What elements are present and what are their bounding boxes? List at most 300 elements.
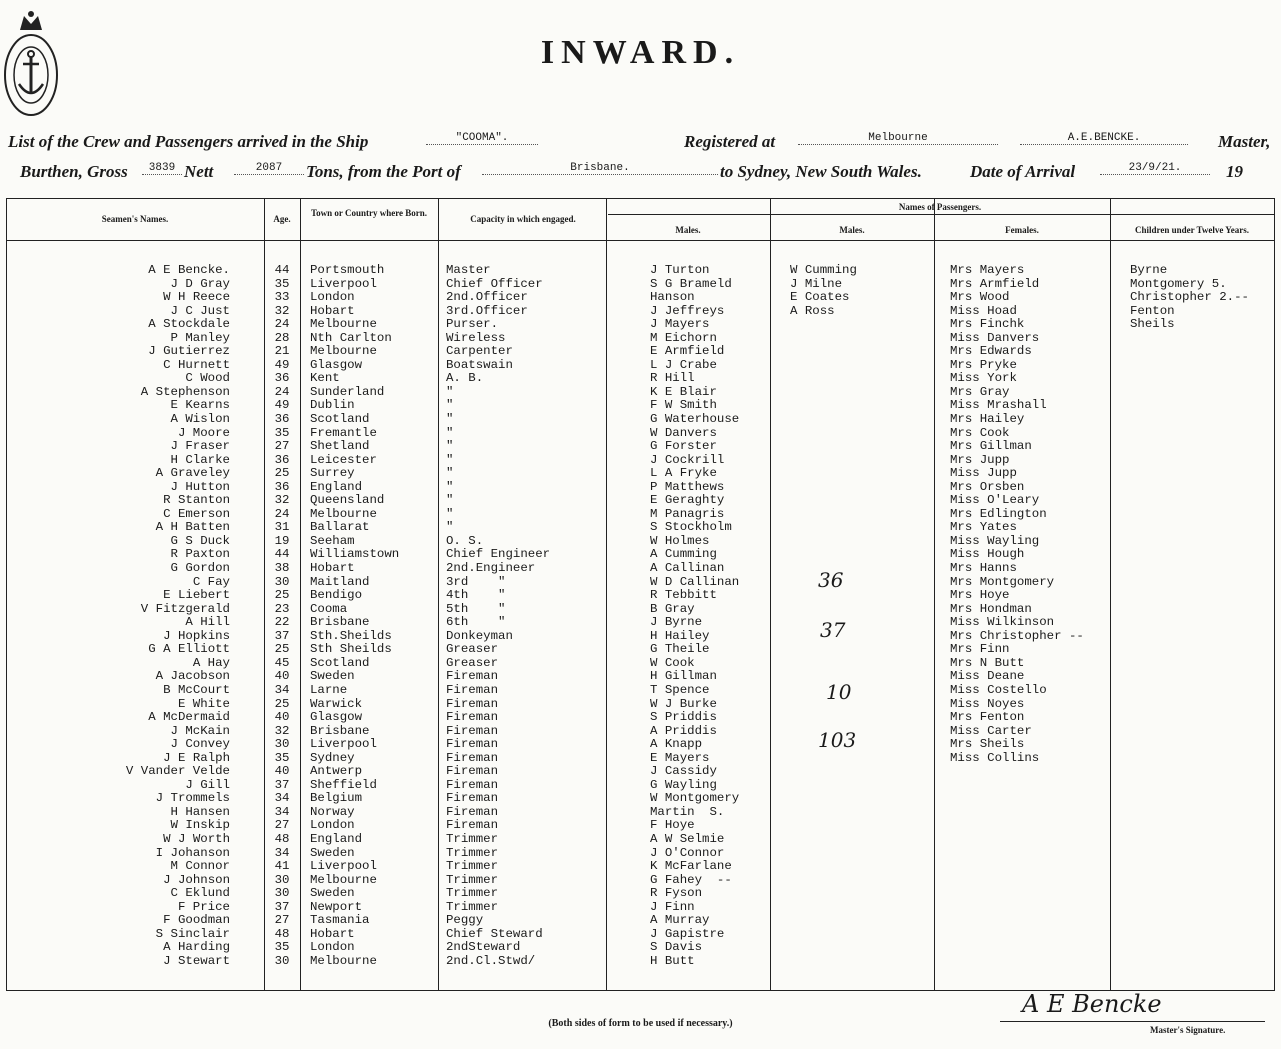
female-passenger: Mrs Wood (950, 290, 1010, 305)
crew-name: A Stockdale (148, 317, 230, 332)
female-passenger: Mrs Armfield (950, 276, 1040, 291)
female-passenger: Miss Noyes (950, 696, 1025, 711)
crew-capacity: " (446, 412, 454, 427)
crew-capacity: Greaser (446, 642, 499, 657)
crew-capacity: 3rd.Officer (446, 303, 528, 318)
child-passenger: Montgomery 5. (1130, 276, 1227, 291)
crew-name: E White (177, 696, 230, 711)
crew-birthplace: Sweden (310, 886, 355, 901)
crew-capacity: Fireman (446, 723, 499, 738)
crew-age: 34 (274, 845, 290, 860)
crew-capacity: " (446, 493, 454, 508)
male-passenger: S Stockholm (650, 520, 732, 535)
crew-capacity: 2ndSteward (446, 940, 521, 955)
male-passenger: J Mayers (650, 317, 710, 332)
crew-birthplace: Newport (310, 899, 363, 914)
crew-age: 21 (274, 344, 290, 359)
male-passenger: A Ross (790, 303, 835, 318)
female-passenger: Mrs Finchk (950, 317, 1025, 332)
male-passenger: W Cumming (790, 263, 857, 277)
crew-name: W H Reece (163, 290, 230, 305)
crew-birthplace: Liverpool (310, 737, 377, 752)
crew-name: A Graveley (155, 466, 230, 481)
crew-birthplace: England (310, 831, 363, 846)
crew-capacity: O. S. (446, 533, 484, 548)
female-passenger: Mrs Gray (950, 384, 1010, 399)
male-passenger: A Cumming (650, 547, 717, 562)
female-passenger: Miss York (950, 371, 1017, 386)
crew-birthplace: London (310, 290, 355, 305)
crew-capacity: 4th " (446, 588, 506, 603)
crew-age: 40 (274, 669, 290, 684)
crew-birthplace: Fremantle (310, 425, 377, 440)
crew-name: J Hopkins (163, 628, 230, 643)
male-passenger: J Milne (790, 276, 843, 291)
crew-capacity: Peggy (446, 913, 484, 928)
col-header-age: Age. (273, 214, 291, 224)
female-passenger: Miss Costello (950, 682, 1047, 697)
male-passenger: R Fyson (650, 886, 703, 901)
female-passenger: Mrs N Butt (950, 655, 1025, 670)
male-passenger: S Priddis (650, 710, 717, 725)
male-passenger: E Mayers (650, 750, 710, 765)
crew-name: J E Ralph (163, 750, 230, 765)
crew-age: 24 (274, 317, 290, 332)
crew-capacity: Trimmer (446, 872, 499, 887)
crew-age: 25 (274, 642, 290, 657)
crew-name: F Price (177, 899, 230, 914)
gross-tons: 3839 (142, 162, 182, 175)
crew-name: A H Batten (155, 520, 230, 535)
signature-line (1000, 1021, 1265, 1022)
master-label: Master, (1218, 132, 1271, 151)
child-passenger: Christopher 2.-- (1130, 290, 1249, 305)
crew-age: 25 (274, 588, 290, 603)
crew-name: F Goodman (163, 913, 230, 928)
male-passenger: J Byrne (650, 615, 703, 630)
female-passenger: Mrs Christopher -- (950, 628, 1084, 643)
crew-name: A Stephenson (140, 384, 230, 399)
male-passenger: P Matthews (650, 479, 725, 494)
crew-name: C Hurnett (163, 357, 230, 372)
registered-at: Melbourne (798, 132, 998, 145)
crew-capacity-column (446, 264, 604, 968)
crew-age: 40 (274, 764, 290, 779)
col-header-males-2: Males. (839, 225, 865, 235)
crew-birthplace: Belgium (310, 791, 363, 806)
col-divider-age (264, 198, 265, 990)
crew-capacity: Carpenter (446, 344, 513, 359)
male-passenger: W Holmes (650, 533, 710, 548)
crew-age: 48 (274, 926, 290, 941)
crew-name: M Connor (170, 859, 230, 874)
crew-capacity: Master (446, 263, 491, 277)
crew-birthplace: Glasgow (310, 710, 363, 725)
crew-birthplace: Sth.Sheilds (310, 628, 392, 643)
crew-name: J Convey (170, 737, 230, 752)
male-passenger: F Hoye (650, 818, 695, 833)
crew-age: 30 (274, 737, 290, 752)
crew-capacity: Fireman (446, 737, 499, 752)
crew-name: J Moore (177, 425, 230, 440)
crew-age: 36 (274, 479, 290, 494)
crew-name: I Johanson (155, 845, 230, 860)
crew-birthplace: Sweden (310, 669, 355, 684)
col-divider-children (1110, 198, 1111, 990)
crew-age: 38 (274, 561, 290, 576)
crew-name: J Hutton (170, 479, 230, 494)
female-passenger: Miss Collins (950, 750, 1040, 765)
male-passenger: A Priddis (650, 723, 717, 738)
child-passenger: Byrne (1130, 263, 1168, 277)
crew-age: 49 (274, 357, 290, 372)
crew-name: J Fraser (170, 439, 230, 454)
crew-name: V Fitzgerald (140, 601, 230, 616)
list-label: List of the Crew and Passengers arrived in the Ship (8, 132, 369, 151)
female-passenger: Mrs Edlington (950, 506, 1047, 521)
col-header-females: Females. (1005, 225, 1039, 235)
crew-birthplace: Melbourne (310, 953, 377, 968)
crew-age: 27 (274, 818, 290, 833)
female-passenger: Mrs Hanns (950, 561, 1017, 576)
male-passenger: E Coates (790, 290, 850, 305)
page-title: INWARD. (540, 34, 741, 71)
male-passenger: S G Brameld (650, 276, 732, 291)
crew-capacity: " (446, 506, 454, 521)
crew-capacity: Fireman (446, 777, 499, 792)
crew-age: 36 (274, 371, 290, 386)
male-passenger: G Waterhouse (650, 412, 740, 427)
male-passenger: J Finn (650, 899, 695, 914)
crew-capacity: Fireman (446, 818, 499, 833)
crew-age: 19 (274, 533, 290, 548)
crew-birthplace: Sth Sheilds (310, 642, 392, 657)
male-passenger: J Turton (650, 263, 710, 277)
crew-birthplace: Glasgow (310, 357, 363, 372)
crew-capacity: Trimmer (446, 859, 499, 874)
male-passenger: J Cassidy (650, 764, 717, 779)
crew-birthplace: England (310, 479, 363, 494)
crew-name: H Hansen (170, 804, 230, 819)
col-header-seamen: Seamen's Names. (101, 214, 169, 224)
male-passenger: W Cook (650, 655, 695, 670)
col-header-children: Children under Twelve Years. (1134, 225, 1249, 235)
crew-age: 35 (274, 750, 290, 765)
female-passenger: Miss Hoad (950, 303, 1017, 318)
male-passenger: H Gillman (650, 669, 717, 684)
male-passenger: A Murray (650, 913, 710, 928)
male-passenger: W D Callinan (650, 574, 740, 589)
female-passenger: Mrs Cook (950, 425, 1010, 440)
crew-birthplace: Tasmania (310, 913, 370, 928)
crew-age: 32 (274, 493, 290, 508)
crew-capacity: 2nd.Officer (446, 290, 528, 305)
crew-birthplace: Melbourne (310, 872, 377, 887)
crew-capacity: " (446, 479, 454, 494)
crew-name: A E Bencke. (148, 263, 230, 277)
crew-capacity: Trimmer (446, 845, 499, 860)
crew-capacity: Chief Steward (446, 926, 543, 941)
crew-name: J Johnson (163, 872, 230, 887)
crew-capacity: Trimmer (446, 899, 499, 914)
female-passenger: Mrs Montgomery (950, 574, 1055, 589)
female-passenger: Miss Wilkinson (950, 615, 1055, 630)
crew-capacity: " (446, 398, 454, 413)
male-passenger: A W Selmie (650, 831, 725, 846)
tally-total: 103 (818, 728, 857, 752)
crew-age: 30 (274, 872, 290, 887)
crew-capacity: Fireman (446, 764, 499, 779)
male-passenger: L A Fryke (650, 466, 717, 481)
crew-age: 27 (274, 913, 290, 928)
crew-name: J Trommels (155, 791, 230, 806)
female-passenger: Mrs Hailey (950, 412, 1025, 427)
crew-name: C Eklund (170, 886, 230, 901)
crew-birthplace: Brisbane (310, 615, 370, 630)
female-passenger: Mrs Orsben (950, 479, 1025, 494)
crew-name: J D Gray (170, 276, 230, 291)
crew-age: 49 (274, 398, 290, 413)
crew-capacity: Chief Officer (446, 276, 543, 291)
male-passenger: W J Burke (650, 696, 717, 711)
male-passenger: L J Crabe (650, 357, 717, 372)
crew-capacity: " (446, 384, 454, 399)
female-passenger: Mrs Fenton (950, 710, 1025, 725)
crew-age: 25 (274, 696, 290, 711)
female-passenger: Mrs Jupp (950, 452, 1010, 467)
crew-birthplace: Sweden (310, 845, 355, 860)
female-passenger: Miss O'Leary (950, 493, 1040, 508)
crew-name: J Stewart (163, 953, 230, 968)
crew-age: 35 (274, 425, 290, 440)
crew-age: 44 (274, 263, 290, 277)
crew-birthplace: Melbourne (310, 506, 377, 521)
table-border-left (6, 198, 7, 990)
date-arrival: 23/9/21. (1100, 162, 1210, 175)
crew-name: A Hay (192, 655, 230, 670)
crew-birthplace: Brisbane (310, 723, 370, 738)
female-passenger: Mrs Mayers (950, 263, 1025, 277)
crew-birthplace: Hobart (310, 926, 355, 941)
crew-age: 22 (274, 615, 290, 630)
male-passenger: K E Blair (650, 384, 717, 399)
crew-age: 41 (274, 859, 290, 874)
crew-age: 30 (274, 953, 290, 968)
crew-birthplace: Leicester (310, 452, 377, 467)
crew-age: 45 (274, 655, 290, 670)
crew-name: R Paxton (170, 547, 230, 562)
crew-capacity: Chief Engineer (446, 547, 551, 562)
male-passenger: A Knapp (650, 737, 703, 752)
crew-age: 34 (274, 804, 290, 819)
crew-age: 32 (274, 723, 290, 738)
year-suffix: 19 (1226, 162, 1243, 181)
crew-birthplace: Antwerp (310, 764, 363, 779)
crew-name: P Manley (170, 330, 230, 345)
passengers-males-2-column (790, 264, 932, 318)
crew-age: 27 (274, 439, 290, 454)
crew-age: 31 (274, 520, 290, 535)
crew-name: B McCourt (163, 682, 230, 697)
crew-capacity: Fireman (446, 710, 499, 725)
male-passenger: R Tebbitt (650, 588, 717, 603)
nett-label: Nett (184, 162, 214, 181)
passengers-females-column (950, 264, 1108, 765)
crew-birthplace: Bendigo (310, 588, 363, 603)
male-passenger: B Gray (650, 601, 695, 616)
crew-birthplace: Maitland (310, 574, 370, 589)
crew-age: 48 (274, 831, 290, 846)
female-passenger: Mrs Gillman (950, 439, 1032, 454)
col-divider-females (934, 198, 935, 990)
crew-age: 30 (274, 886, 290, 901)
crew-age: 28 (274, 330, 290, 345)
table-top-rule (6, 198, 1275, 199)
crew-ages-column (266, 264, 298, 968)
crew-capacity: 2nd.Engineer (446, 561, 536, 576)
crew-capacity: Fireman (446, 696, 499, 711)
male-passenger: G Wayling (650, 777, 717, 792)
crew-capacity: Greaser (446, 655, 499, 670)
female-passenger: Miss Deane (950, 669, 1025, 684)
crew-birthplace: Hobart (310, 561, 355, 576)
crew-birthplace: Kent (310, 371, 340, 386)
crew-birthplace: Sheffield (310, 777, 377, 792)
crew-capacity: A. B. (446, 371, 484, 386)
crew-name: A McDermaid (148, 710, 230, 725)
crew-birthplace: Scotland (310, 655, 370, 670)
crew-birthplace: Norway (310, 804, 355, 819)
crew-age: 37 (274, 899, 290, 914)
crew-birthplace: Portsmouth (310, 263, 385, 277)
ship-name: "COOMA". (426, 132, 538, 145)
crew-birthplace: Williamstown (310, 547, 400, 562)
col-header-males-1: Males. (675, 225, 701, 235)
crew-names-column (8, 264, 230, 968)
crew-name: R Stanton (163, 493, 230, 508)
male-passenger: M Eichorn (650, 330, 717, 345)
female-passenger: Miss Carter (950, 723, 1032, 738)
male-passenger: F W Smith (650, 398, 717, 413)
crew-birthplace: Cooma (310, 601, 348, 616)
crew-name: A Jacobson (155, 669, 230, 684)
port-from: Brisbane. (482, 162, 718, 175)
crew-name: G Gordon (170, 561, 230, 576)
male-passenger: J Cockrill (650, 452, 725, 467)
crew-capacity: Donkeyman (446, 628, 513, 643)
female-passenger: Mrs Hondman (950, 601, 1032, 616)
crew-age: 24 (274, 384, 290, 399)
female-passenger: Miss Mrashall (950, 398, 1047, 413)
passengers-males-1-column (650, 264, 768, 968)
crew-capacity: Fireman (446, 791, 499, 806)
crew-age: 44 (274, 547, 290, 562)
crew-age: 25 (274, 466, 290, 481)
male-passenger: J Jeffreys (650, 303, 725, 318)
table-border-right (1274, 198, 1275, 990)
master-name: A.E.BENCKE. (1020, 132, 1188, 145)
crew-birthplace: Warwick (310, 696, 363, 711)
crew-age: 35 (274, 276, 290, 291)
crew-born-column (310, 264, 436, 968)
male-passenger: W Montgomery (650, 791, 740, 806)
male-passenger: Martin S. (650, 804, 725, 819)
male-passenger: H Hailey (650, 628, 710, 643)
crew-capacity: Boatswain (446, 357, 513, 372)
date-label: Date of Arrival (970, 162, 1076, 181)
crew-capacity: Fireman (446, 750, 499, 765)
crew-birthplace: Hobart (310, 303, 355, 318)
crew-birthplace: Ballarat (310, 520, 370, 535)
crew-name: V Vander Velde (125, 764, 230, 779)
crew-age: 32 (274, 303, 290, 318)
crew-name: G A Elliott (148, 642, 230, 657)
female-passenger: Mrs Finn (950, 642, 1010, 657)
crew-birthplace: London (310, 940, 355, 955)
crew-age: 34 (274, 791, 290, 806)
crew-name: C Wood (185, 371, 230, 386)
crew-capacity: Wireless (446, 330, 506, 345)
male-passenger: G Fahey -- (650, 872, 732, 887)
crew-age: 40 (274, 710, 290, 725)
registered-label: Registered at (684, 132, 776, 151)
tally-children: 10 (826, 680, 852, 704)
crew-age: 30 (274, 574, 290, 589)
crew-birthplace: Scotland (310, 412, 370, 427)
passengers-children-column (1130, 264, 1272, 332)
crew-birthplace: Queensland (310, 493, 385, 508)
crew-name: W J Worth (163, 831, 230, 846)
tally-females: 37 (820, 618, 846, 642)
col-divider-born (300, 198, 301, 990)
female-passenger: Mrs Pryke (950, 357, 1017, 372)
crew-capacity: Fireman (446, 669, 499, 684)
col-divider-males1 (606, 198, 607, 990)
female-passenger: Mrs Hoye (950, 588, 1010, 603)
crew-name: A Wislon (170, 412, 230, 427)
male-passenger: G Forster (650, 439, 717, 454)
crew-capacity: Fireman (446, 804, 499, 819)
crew-name: C Fay (192, 574, 230, 589)
crew-name: J Gutierrez (148, 344, 230, 359)
male-passenger: J Gapistre (650, 926, 725, 941)
crew-age: 23 (274, 601, 290, 616)
crew-name: A Harding (163, 940, 230, 955)
crew-birthplace: Melbourne (310, 344, 377, 359)
crew-age: 24 (274, 506, 290, 521)
crew-capacity: " (446, 466, 454, 481)
crew-capacity: Purser. (446, 317, 499, 332)
crew-age: 35 (274, 940, 290, 955)
child-passenger: Fenton (1130, 303, 1175, 318)
male-passenger: A Callinan (650, 561, 725, 576)
crew-capacity: " (446, 520, 454, 535)
crew-birthplace: London (310, 818, 355, 833)
crew-birthplace: Melbourne (310, 317, 377, 332)
female-passenger: Mrs Yates (950, 520, 1017, 535)
crew-birthplace: Surrey (310, 466, 355, 481)
male-passenger: Hanson (650, 290, 695, 305)
crew-birthplace: Nth Carlton (310, 330, 392, 345)
crew-name: E Liebert (163, 588, 230, 603)
child-passenger: Sheils (1130, 317, 1175, 332)
female-passenger: Miss Hough (950, 547, 1025, 562)
crew-birthplace: Sydney (310, 750, 355, 765)
crew-capacity: 3rd " (446, 574, 506, 589)
nett-tons: 2087 (234, 162, 304, 175)
crew-capacity: Fireman (446, 682, 499, 697)
male-passenger: H Butt (650, 953, 695, 968)
